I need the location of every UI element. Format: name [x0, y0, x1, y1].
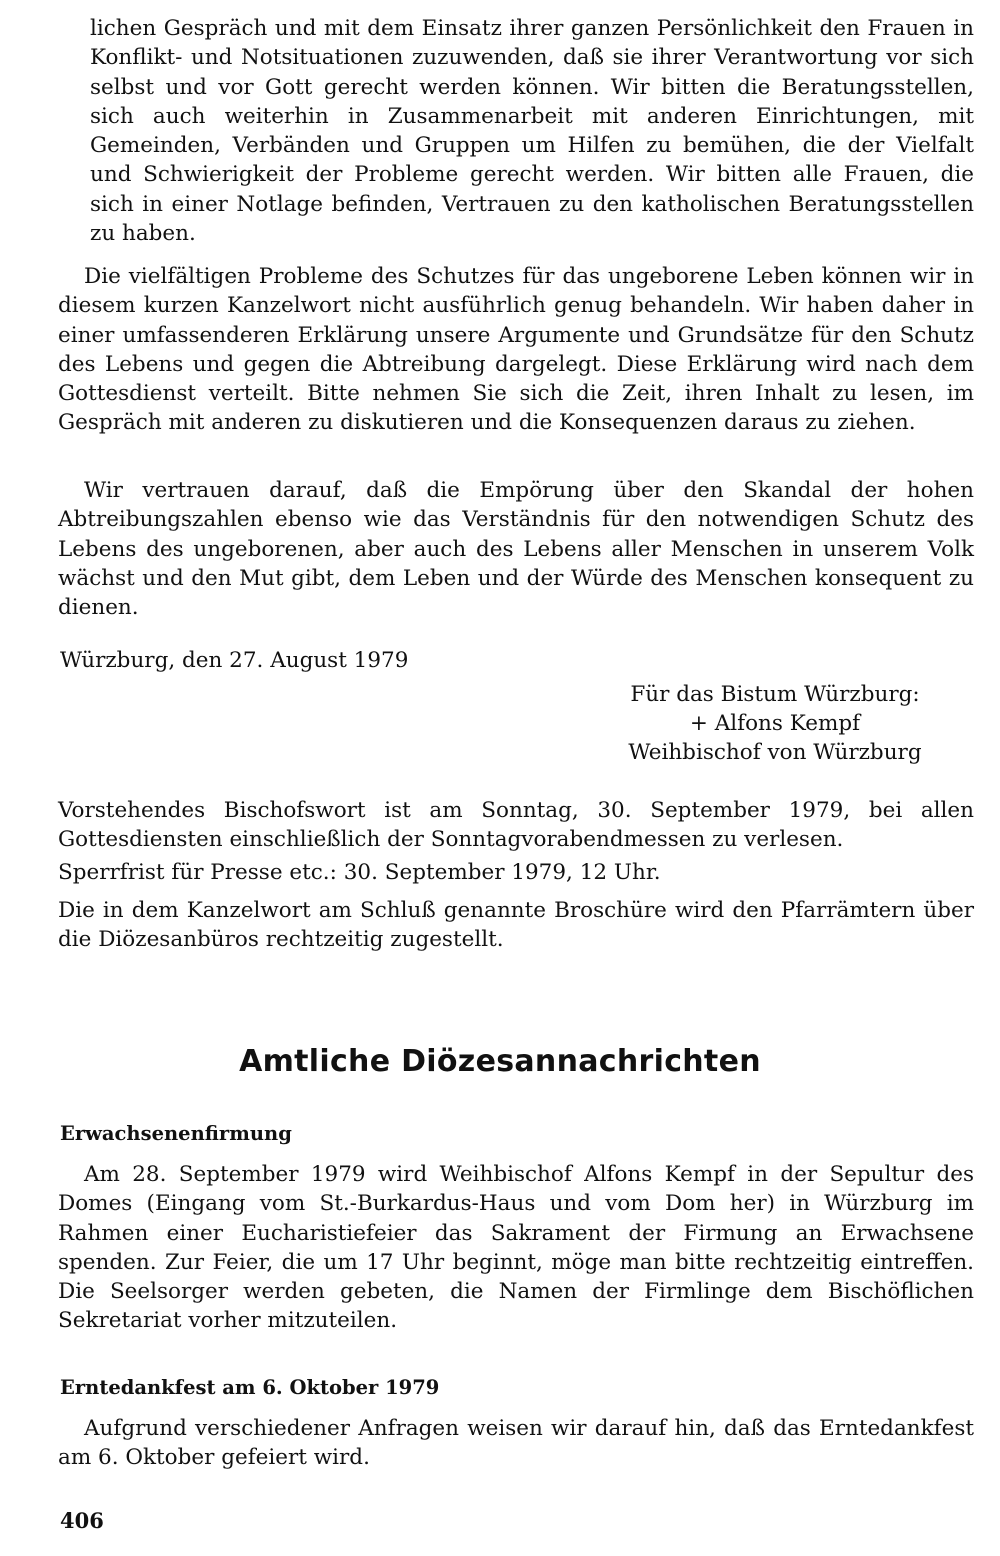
paragraph-erntedankfest: Aufgrund verschiedener Anfragen weisen wir darauf hin, daß das Erntedankfest am 6. Oktober gefeiert wird. — [58, 1416, 974, 1471]
paragraph-continuation: lichen Gespräch und mit dem Einsatz ihrer ganzen Persönlichkeit den Frauen in Konflikt- und Notsituationen zuzuwenden, daß sie ihrer Verantwortung vor sich selbst und vor Gott gerecht werden können. Wir bitten die Beratungsstellen, sich auch weiterhin in Zusammenarbeit mit anderen Einrichtungen, mit Gemeinden, Verbänden und Gruppen um Hilfen zu bemühen, die der Vielfalt und Schwierigkeit der Probleme gerecht werden. Wir bitten alle Frauen, die sich in einer Notlage befinden, Vertrauen zu den katholischen Beratungsstellen zu haben. — [90, 16, 974, 247]
paragraph-vertrauen: Wir vertrauen darauf, daß die Empörung über den Skandal der hohen Abtreibungszahlen ebenso wie das Verständnis für den notwendigen Schutz des Lebens des ungeborenen, aber auch des Lebens aller Menschen in unserem Volk wächst und den Mut gibt, dem Leben und der Würde des Menschen konsequent zu dienen. — [58, 478, 974, 621]
signature-name: + Alfons Kempf — [689, 711, 861, 736]
page-number: 406 — [60, 1508, 104, 1533]
paragraph-erwachsenenfirmung: Am 28. September 1979 wird Weihbischof Alfons Kempf in der Sepultur des Domes (Eingang vom St.-Burkardus-Haus und vom Dom her) in Würzburg im Rahmen einer Eucharistiefeier das Sakrament der Firmung an Erwachsene spenden. Zur Feier, die um 17 Uhr beginnt, möge man bitte rechtzeitig eintreffen. Die Seelsorger werden gebeten, die Namen der Firmlinge dem Bischöflichen Sekretariat vorher mitzuteilen. — [58, 1162, 974, 1334]
section-title: Amtliche Diözesannachrichten — [239, 1044, 761, 1079]
heading-erwachsenenfirmung: Erwachsenenfirmung — [60, 1122, 292, 1145]
note-reading-instruction: Vorstehendes Bischofswort ist am Sonntag, 30. September 1979, bei allen Gottesdiensten einschließlich der Sonntagvorabendmessen zu verlesen. — [58, 798, 974, 852]
note-brochure: Die in dem Kanzelwort am Schluß genannte Broschüre wird den Pfarrämtern über die Diözesanbüros rechtzeitig zugestellt. — [58, 898, 974, 952]
signature-title: Weihbischof von Würzburg — [628, 740, 922, 765]
signature-block — [560, 680, 990, 767]
signature-diocese: Für das Bistum Würzburg: — [630, 682, 920, 707]
date-line: Würzburg, den 27. August 1979 — [60, 648, 409, 673]
note-embargo: Sperrfrist für Presse etc.: 30. September 1979, 12 Uhr. — [58, 860, 661, 885]
heading-erntedankfest: Erntedankfest am 6. Oktober 1979 — [60, 1376, 440, 1399]
paragraph-probleme: Die vielfältigen Probleme des Schutzes für das ungeborene Leben können wir in diesem kurzen Kanzelwort nicht ausführlich genug behandeln. Wir haben daher in einer umfassenderen Erklärung unsere Argumente und Grundsätze für den Schutz des Lebens und gegen die Abtreibung dargelegt. Diese Erklärung wird nach dem Gottesdienst verteilt. Bitte nehmen Sie sich die Zeit, ihren Inhalt zu lesen, im Gespräch mit anderen zu diskutieren und die Konsequenzen daraus zu ziehen. — [58, 264, 974, 436]
